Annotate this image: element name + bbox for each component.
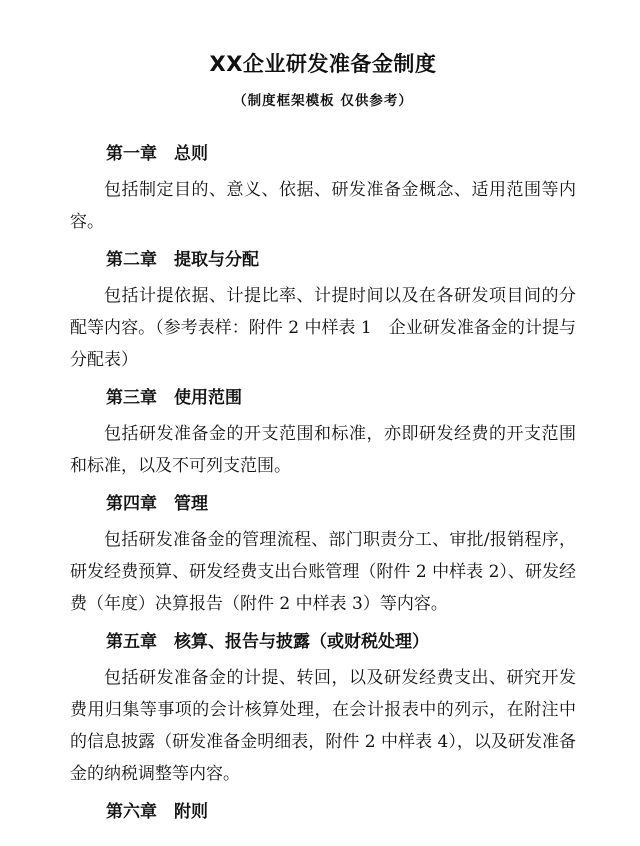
document-title: XX企业研发准备金制度 — [209, 52, 437, 76]
chapter-list — [70, 138, 576, 828]
chapter-3 — [70, 382, 576, 482]
chapter-body: 包括计提依据、计提比率、计提时间以及在各研发项目间的分配等内容。（参考表样：附件 2 中样表 1 企业研发准备金的计提与分配表） — [70, 286, 576, 370]
chapter-4 — [70, 488, 576, 620]
chapter-heading: 第三章 使用范围 — [106, 388, 242, 408]
chapter-2 — [70, 244, 576, 376]
chapter-heading: 第一章 总则 — [106, 144, 208, 164]
chapter-heading: 第六章 附则 — [106, 802, 208, 822]
chapter-body: 包括制定目的、意义、依据、研发准备金概念、适用范围等内容。 — [70, 180, 576, 232]
document-subtitle: （制度框架模板 仅供参考） — [233, 93, 413, 109]
chapter-heading: 第五章 核算、报告与披露（或财税处理） — [106, 632, 429, 652]
chapter-body: 包括研发准备金的管理流程、部门职责分工、审批/报销程序，研发经费预算、研发经费支出台账管理（附件 2 中样表 2）、研发经费（年度）决算报告（附件 2 中样表 3）等内容。 — [70, 530, 576, 614]
chapter-1 — [70, 138, 576, 238]
chapter-5 — [70, 626, 576, 790]
chapter-body: 包括研发准备金的开支范围和标准，亦即研发经费的开支范围和标准，以及不可列支范围。 — [70, 424, 576, 476]
chapter-heading: 第四章 管理 — [106, 494, 208, 514]
chapter-body: 包括研发准备金的计提、转回，以及研发经费支出、研究开发费用归集等事项的会计核算处理，在会计报表中的列示，在附注中的信息披露（研发准备金明细表，附件 2 中样表 4），以及研发准备金的纳税调整等内容。 — [70, 668, 576, 784]
chapter-heading: 第二章 提取与分配 — [106, 250, 259, 270]
chapter-6 — [70, 796, 576, 828]
